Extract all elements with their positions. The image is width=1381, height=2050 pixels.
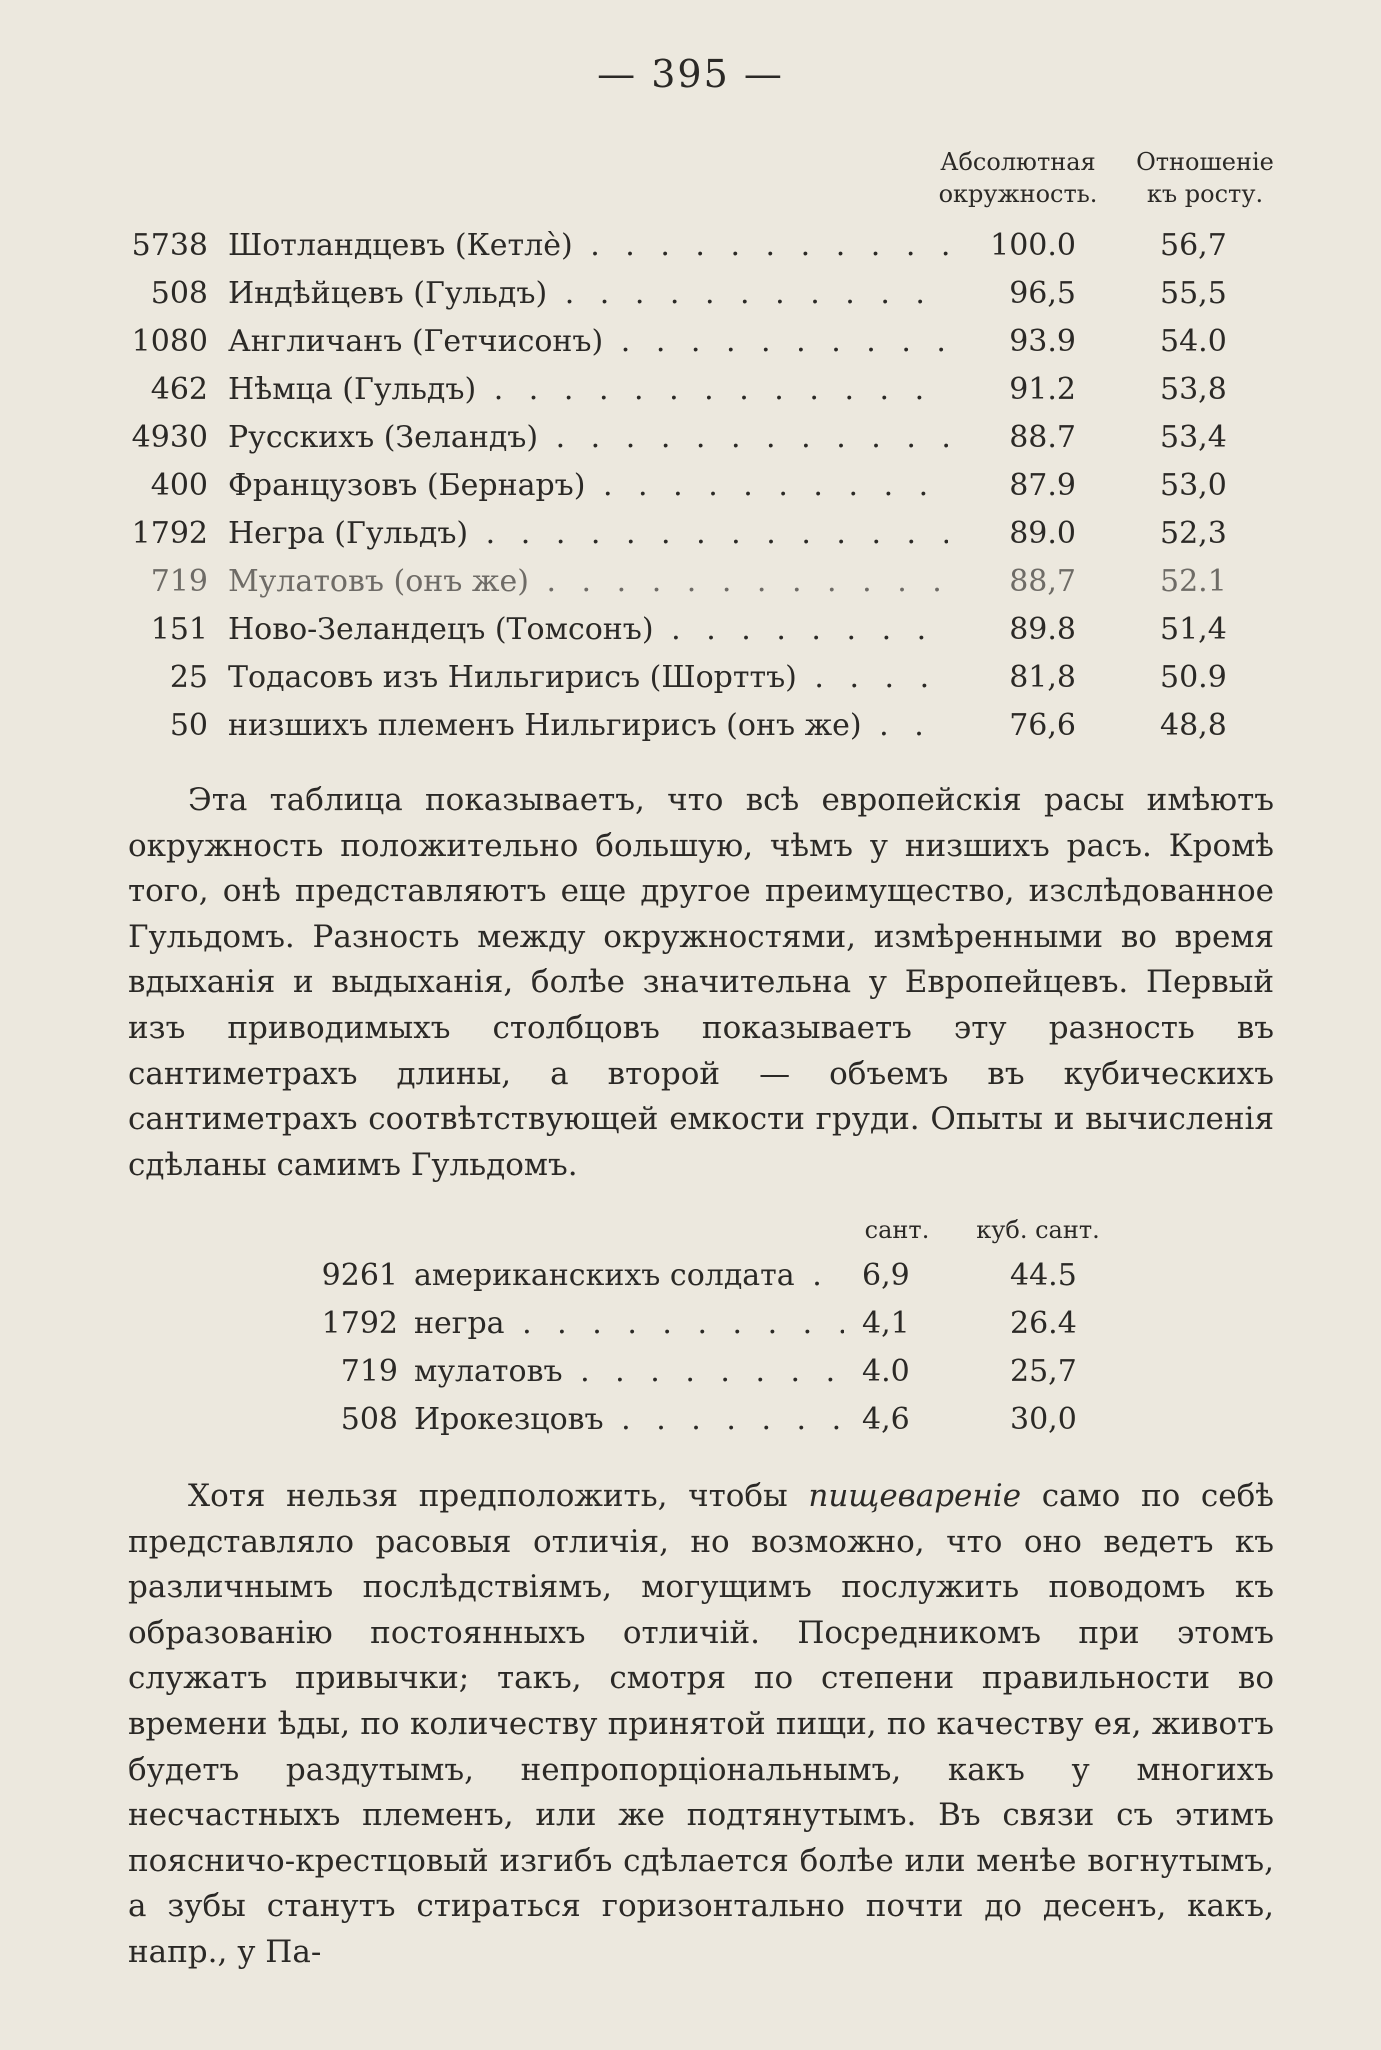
row-label: Мулатовъ (онъ же) . . .: [228, 558, 948, 606]
row-ratio: 53,8: [1160, 372, 1227, 407]
table-row: [0, 270, 1381, 318]
paragraph-text: Эта таблица показываетъ, что всѣ европейскія расы имѣютъ окружность положительно большую, чѣмъ у низшихъ расъ. Кромѣ того, онѣ представляютъ еще другое преимущество, изслѣдованное Гульдомъ. Разность между окружностями, измѣренными во время вдыханія и выдыханія, болѣе значительна у Европейцевъ. Первый изъ приводимыхъ столбцовъ показываетъ эту разность въ сантиметрахъ длины, а второй — объемъ въ кубическихъ сантиметрахъ соотвѣтствующей емкости груди. Опыты и вычисленія сдѣланы самимъ Гульдомъ.: [128, 782, 1274, 1183]
row-ratio: 53,0: [1160, 468, 1227, 503]
header-ratio-line-1: Отношеніе: [1136, 148, 1274, 176]
row-circumference: 87.9: [1009, 468, 1076, 503]
row-count: 400: [150, 468, 208, 503]
row-count: 151: [150, 612, 208, 647]
row-cubic-centimeters: 30,0: [1010, 1402, 1077, 1437]
row-ratio: 55,5: [1160, 276, 1227, 311]
row-count: 25: [169, 660, 208, 695]
row-label: Ново-Зеландецъ (Томсонъ) . . .: [228, 606, 948, 654]
row-circumference: 88.7: [1009, 420, 1076, 455]
paragraph-text-start: Хотя нельзя предположить, чтобы: [188, 1478, 809, 1514]
emphasized-word: пищевареніе: [808, 1478, 1022, 1514]
table-row: [0, 1348, 1381, 1396]
row-circumference: 91.2: [1009, 372, 1076, 407]
table-row: [0, 366, 1381, 414]
row-cubic-centimeters: 44.5: [1010, 1258, 1077, 1293]
row-circumference: 100.0: [990, 228, 1076, 263]
row-label: Нѣмца (Гульдъ) . . .: [228, 366, 948, 414]
row-label: низшихъ племенъ Нильгирисъ (онъ же) . . .: [228, 702, 948, 750]
row-label: американскихъ солдата . . .: [414, 1252, 844, 1300]
row-ratio: 48,8: [1160, 708, 1227, 743]
row-count: 1792: [131, 516, 208, 551]
row-count: 1080: [131, 324, 208, 359]
row-ratio: 52,3: [1160, 516, 1227, 551]
row-ratio: 51,4: [1160, 612, 1227, 647]
row-count: 4930: [131, 420, 208, 455]
row-centimeters: 4.0: [862, 1354, 910, 1389]
row-centimeters: 4,1: [862, 1306, 910, 1341]
row-count: 1792: [321, 1306, 398, 1341]
row-label: Ирокезцовъ . . .: [414, 1396, 844, 1444]
row-circumference: 93.9: [1009, 324, 1076, 359]
table-row: [0, 1252, 1381, 1300]
row-ratio: 50.9: [1160, 660, 1227, 695]
row-label: Тодасовъ изъ Нильгирисъ (Шорттъ) . . .: [228, 654, 948, 702]
table-row: [0, 702, 1381, 750]
row-ratio: 56,7: [1160, 228, 1227, 263]
row-label: Негра (Гульдъ) . . .: [228, 510, 948, 558]
paragraph-text: [128, 1474, 1274, 1976]
row-ratio: 53,4: [1160, 420, 1227, 455]
header-absolute-circumference: [930, 146, 1106, 210]
row-label: мулатовъ . . .: [414, 1348, 844, 1396]
table-row: [0, 510, 1381, 558]
row-label: Шотландцевъ (Кетлѐ) . . .: [228, 222, 948, 270]
table-row: [0, 558, 1381, 606]
row-count: 719: [150, 564, 208, 599]
row-centimeters: 4,6: [862, 1402, 910, 1437]
table-row: [0, 654, 1381, 702]
row-circumference: 76,6: [1009, 708, 1076, 743]
row-label: Индѣйцевъ (Гульдъ) . . .: [228, 270, 948, 318]
table-row: [0, 318, 1381, 366]
row-count: 462: [150, 372, 208, 407]
header-ratio-line-2: къ росту.: [1146, 180, 1264, 208]
row-circumference: 89.8: [1009, 612, 1076, 647]
row-circumference: 89.0: [1009, 516, 1076, 551]
paragraph-chest-table-commentary: [128, 778, 1274, 1188]
table-row: [0, 1300, 1381, 1348]
table-row: [0, 1396, 1381, 1444]
row-count: 50: [169, 708, 208, 743]
paragraph-digestion: [128, 1474, 1274, 1976]
table-row: [0, 414, 1381, 462]
row-label: Англичанъ (Гетчисонъ) . . .: [228, 318, 948, 366]
header-cubic-centimeters: куб. сант.: [976, 1216, 1100, 1244]
row-centimeters: 6,9: [862, 1258, 910, 1293]
row-cubic-centimeters: 25,7: [1010, 1354, 1077, 1389]
row-count: 508: [340, 1402, 398, 1437]
row-count: 508: [150, 276, 208, 311]
row-circumference: 96,5: [1009, 276, 1076, 311]
header-circumference-line-2: окружность.: [938, 180, 1098, 208]
header-centimeters: сант.: [864, 1216, 930, 1244]
paragraph-text-rest: само по себѣ представляло расовыя отличія, но возможно, что оно ведетъ къ различнымъ послѣдствіямъ, могущимъ послужить поводомъ къ образованію постоянныхъ отличій. Посредникомъ при этомъ служатъ привычки; такъ, смотря по степени правильности во времени ѣды, по количеству принятой пищи, по качеству ея, животъ будетъ раздутымъ, непропорціональнымъ, какъ у многихъ несчастныхъ племенъ, или же подтянутымъ. Въ связи съ этимъ поясничо-крестцовый изгибъ сдѣлается болѣе или менѣе вогнутымъ, а зубы станутъ стираться горизонтально почти до десенъ, какъ, напр., у Па-: [128, 1478, 1274, 1970]
row-label: Французовъ (Бернаръ) . . .: [228, 462, 948, 510]
row-ratio: 54.0: [1160, 324, 1227, 359]
row-circumference: 88,7: [1009, 564, 1076, 599]
header-circumference-line-1: Абсолютная: [940, 148, 1096, 176]
row-label: Русскихъ (Зеландъ) . . .: [228, 414, 948, 462]
table-row: [0, 462, 1381, 510]
row-circumference: 81,8: [1009, 660, 1076, 695]
table-row: [0, 606, 1381, 654]
row-count: 5738: [131, 228, 208, 263]
row-label: негра . . .: [414, 1300, 844, 1348]
row-count: 9261: [321, 1258, 398, 1293]
row-cubic-centimeters: 26.4: [1010, 1306, 1077, 1341]
page-number: — 395 —: [597, 52, 784, 96]
row-ratio: 52.1: [1160, 564, 1227, 599]
table-row: [0, 222, 1381, 270]
row-count: 719: [340, 1354, 398, 1389]
header-ratio-to-height: [1126, 146, 1284, 210]
